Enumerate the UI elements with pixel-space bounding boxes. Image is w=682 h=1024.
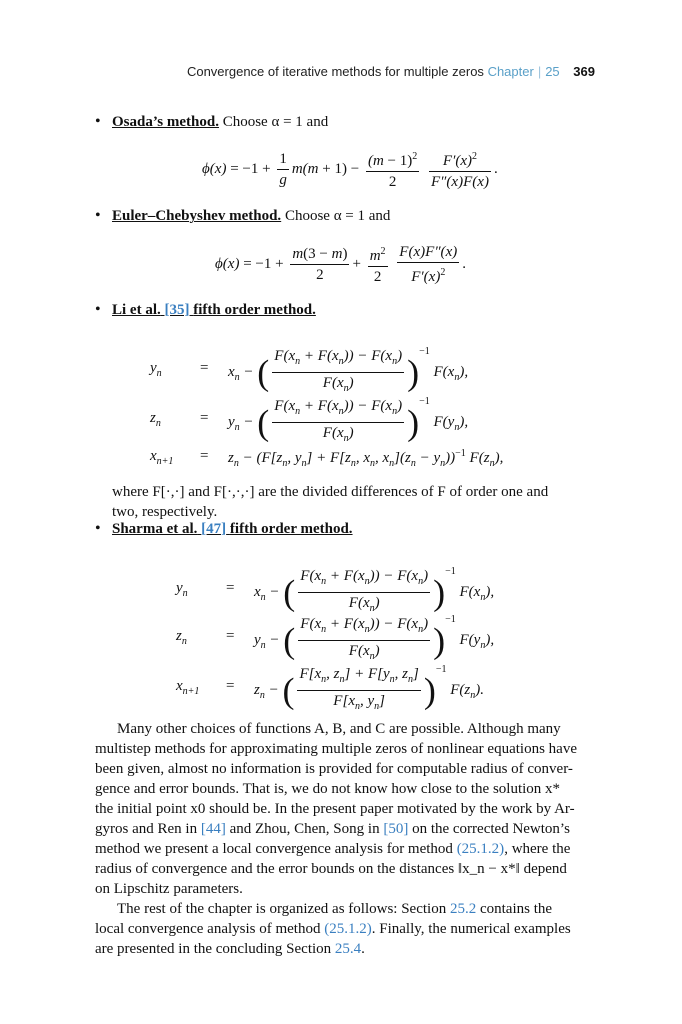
- para1-line-9: on Lipschitz parameters.: [95, 881, 243, 897]
- bullet-euler: •: [95, 207, 101, 224]
- header-separator: |: [537, 64, 542, 79]
- li-eq-1: $y_n$ = $x_n$ − ( $\frac{F(x_n + F(x_n)) - F(x_n)}{F(x_n)}$ )$^{-1}$ $F(x_n)$,: [150, 346, 469, 395]
- citation-44[interactable]: [44]: [200, 821, 226, 837]
- li-eq-2: $z_n$ = $y_n$ − ( $\frac{F(x_n + F(x_n)) - F(x_n)}{F(x_n)}$ )$^{-1}$ $F(y_n)$,: [150, 396, 469, 445]
- para1-line-5: the initial point x0 should be. In the present paper motivated by the work by Ar-: [95, 801, 575, 817]
- paragraph-1: [95, 719, 595, 899]
- para2-line-3: are presented in the concluding Section 25.4.: [95, 941, 365, 957]
- li-where-text: [112, 482, 595, 522]
- section-ref-25-2[interactable]: 25.2: [449, 901, 477, 917]
- para1-line-2: multistep methods for approximating multiple zeros of nonlinear equations have: [95, 741, 577, 757]
- osada-tail: Choose α = 1 and: [222, 114, 329, 130]
- li-heading-line: [112, 302, 316, 319]
- paragraph-2: [95, 899, 595, 959]
- para2-line-1: The rest of the chapter is organized as follows: Section 25.2 contains the: [117, 901, 553, 917]
- li-where-line-1: where F[·,·] and F[·,·,·] are the divided differences of F of order one and: [112, 484, 549, 500]
- bullet-osada: •: [95, 113, 101, 130]
- euler-heading-line: [112, 208, 390, 225]
- euler-heading: Euler–Chebyshev method.: [112, 208, 282, 224]
- para1-line-4: gence and error bounds. That is, we do not know how close to the solution x*: [95, 781, 561, 797]
- sharma-heading-line: [112, 521, 353, 538]
- osada-heading-line: [112, 114, 328, 131]
- citation-50[interactable]: [50]: [383, 821, 409, 837]
- eq-ref-25-1-2[interactable]: (25.1.2): [456, 841, 505, 857]
- para1-line-3: been given, almost no information is provided for computable radius of conver-: [95, 761, 573, 777]
- header-chapter-number: 25: [545, 64, 560, 79]
- page-number: 369: [573, 64, 595, 79]
- para1-line-6: gyros and Ren in [44] and Zhou, Chen, Song in [50] on the corrected Newton’s: [95, 821, 570, 837]
- li-heading: Li et al. [35] fifth order method.: [112, 302, 316, 318]
- header-chapter: Chapter: [487, 64, 534, 79]
- li-eq-3: $x_{n+1}$ = $z_n - (F[z_n$, $y_n] + F[z_n$, $x_n$, $x_n](z_n - y_n))^{-1}$ $F(z_n)$,: [150, 448, 504, 469]
- para1-line-7: method we present a local convergence analysis for method (25.1.2), where the: [95, 841, 571, 857]
- sharma-citation[interactable]: [47]: [201, 521, 227, 537]
- bullet-sharma: •: [95, 520, 101, 537]
- euler-formula: ϕ(x) = −1 + $\frac{m(3 - m)}{2}$ + $\frac{m^2}{2}$ $\frac{F(x)F''(x)}{F'(x)^2}$ .: [215, 244, 466, 285]
- osada-heading: Osada’s method.: [112, 114, 219, 130]
- para2-line-2: local convergence analysis of method (25.1.2). Finally, the numerical examples: [95, 921, 571, 937]
- li-citation[interactable]: [35]: [164, 302, 190, 318]
- sharma-eq-2: $z_n$ = $y_n$ − ( $\frac{F(x_n + F(x_n)) - F(x_n)}{F(x_n)}$ )$^{-1}$ $F(y_n)$,: [176, 614, 495, 663]
- sharma-eq-1: $y_n$ = $x_n$ − ( $\frac{F(x_n + F(x_n)) - F(x_n)}{F(x_n)}$ )$^{-1}$ $F(x_n)$,: [176, 566, 495, 615]
- sharma-eq-3: $x_{n+1}$ = $z_n$ − ( $\frac{F[x_n, z_n] + F[y_n, z_n]}{F[x_n, y_n]}$ )$^{-1}$ $F(z_n)$.: [176, 664, 484, 713]
- para1-line-8: radius of convergence and the error bounds on the distances ‖x_n − x*‖ depend: [95, 861, 567, 877]
- li-where-line-2: two, respectively.: [112, 504, 218, 520]
- running-header: [0, 64, 595, 79]
- header-title: Convergence of iterative methods for multiple zeros: [186, 64, 484, 79]
- para1-line-1: Many other choices of functions A, B, and C are possible. Although many: [117, 721, 561, 737]
- bullet-li: •: [95, 301, 101, 318]
- section-ref-25-4[interactable]: 25.4: [334, 941, 362, 957]
- sharma-heading: Sharma et al. [47] fifth order method.: [112, 521, 353, 537]
- euler-tail: Choose α = 1 and: [284, 208, 391, 224]
- osada-formula: ϕ(x) = −1 + $\frac{1}{g}$ m(m + 1) − $\frac{(m - 1)^2}{2}$ $\frac{F'(x)^2}{F''(x)F(x)}$ .: [202, 148, 498, 191]
- eq-ref-25-1-2-b[interactable]: (25.1.2): [324, 921, 372, 937]
